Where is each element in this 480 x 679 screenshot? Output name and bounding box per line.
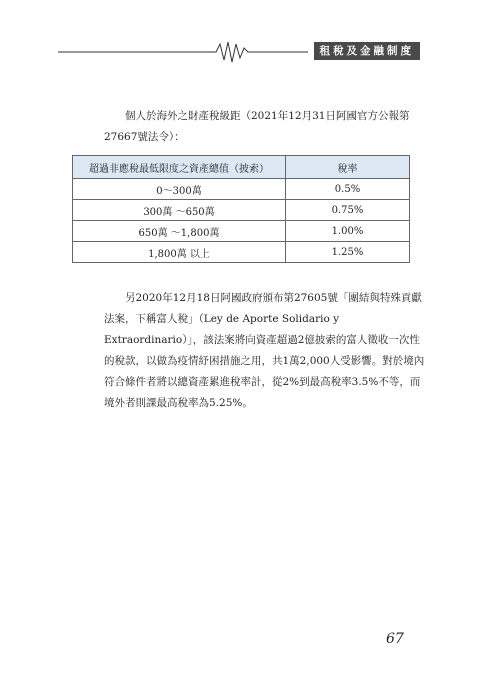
page-number: 67	[386, 631, 404, 647]
paragraph-solidarity-tax: 另2020年12月18日阿國政府頒布第27605號「團結與特殊貢獻法案，下稱富人稅」（Ley de Aporte Solidario y Extraordinario）」，該法案將向資產超過2億披索的富人徵收一次性的稅款，以做為疫情紓困措施之用，共1萬2,000人受影響。對於境內符合條件者將以總資產累進稅率計，從2%到最高稅率3.5%不等，而境外者則課最高稅率為5.25%。	[104, 292, 425, 409]
table-cell: 1,800萬 以上	[73, 242, 286, 263]
table-header-row	[73, 156, 410, 179]
table-cell: 0～300萬	[73, 179, 286, 200]
table-row	[73, 200, 410, 221]
table-row	[73, 242, 410, 263]
running-header	[58, 38, 420, 64]
table-row	[73, 179, 410, 200]
column-header-rate: 稅率	[286, 156, 410, 179]
paragraph-tax-brackets-intro: 個人於海外之財產稅級距（2021年12月31日阿國官方公報第27667號法令）：	[104, 110, 410, 143]
column-header-assets: 超過非應稅最低限度之資產總值（披索）	[73, 156, 286, 179]
section-title: 租稅及金融制度	[314, 42, 421, 60]
table-cell: 1.00%	[286, 221, 410, 242]
tax-rate-table	[72, 155, 410, 263]
table-cell: 0.5%	[286, 179, 410, 200]
table-cell: 1.25%	[286, 242, 410, 263]
table-cell: 650萬 ～1,800萬	[73, 221, 286, 242]
table-cell: 0.75%	[286, 200, 410, 221]
table-cell: 300萬 ～650萬	[73, 200, 286, 221]
table-row	[73, 221, 410, 242]
